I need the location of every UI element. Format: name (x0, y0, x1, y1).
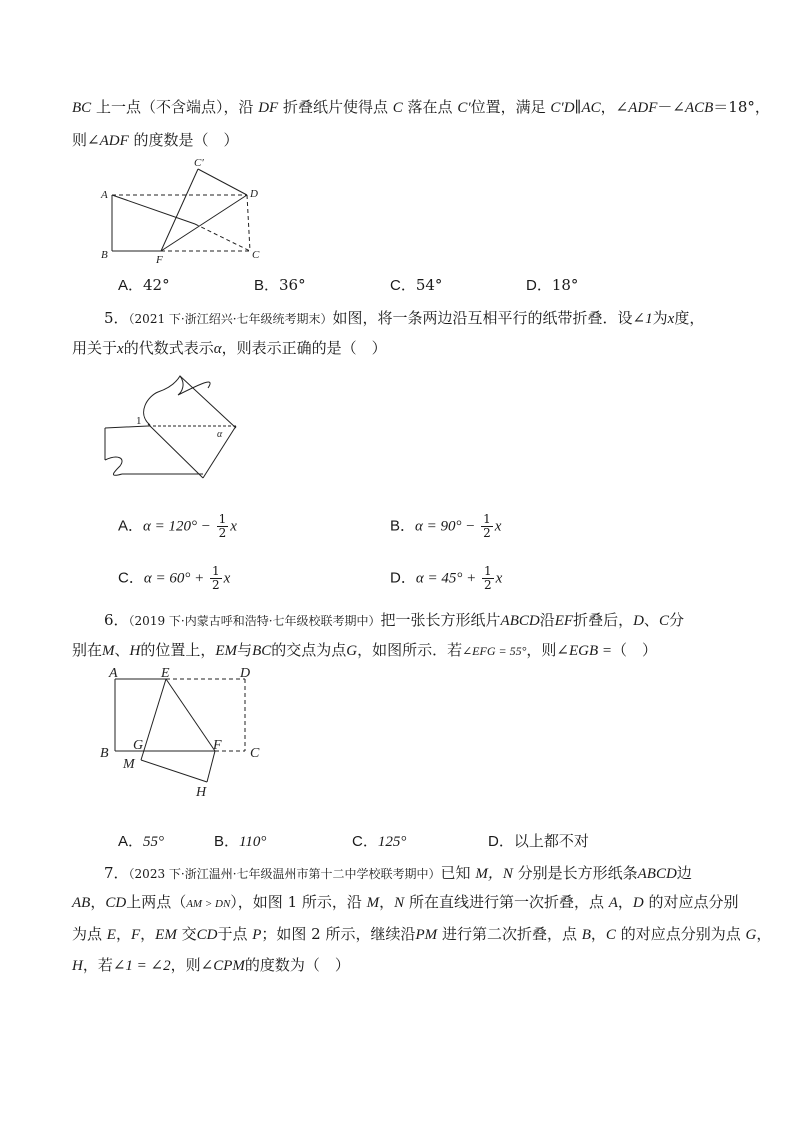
q4-line-2: 则∠ADF 的度数是（ ） (72, 131, 239, 149)
q5-line-2: 用关于x的代数式表示α，则表示正确的是（ ） (72, 339, 387, 357)
q4-option-a[interactable]: A．42° (118, 276, 170, 294)
q4-label-cprime: C′ (194, 157, 204, 169)
question-number: 7． (104, 864, 129, 882)
fraction: $\frac{1}{2}$ (218, 512, 227, 540)
q6-option-b[interactable]: B．110° (214, 833, 267, 850)
q5-strip-upper-right (180, 376, 236, 428)
q7-line-2: AB，CD上两点（AM > DN），如图 1 所示，沿 M，N 所在直线进行第一次折叠，点 A，D 的对应点分别 (72, 893, 739, 911)
q7-line-4: H，若∠1 = ∠2，则∠CPM的度数为（ ） (72, 956, 350, 974)
q5-top-edge (105, 426, 148, 428)
q6-label-e: E (161, 666, 170, 681)
q6-label-d: D (240, 666, 251, 681)
q6-line-1: 6．（2019 下·内蒙古呼和浩特·七年级校联考期中）把一张长方形纸片ABCD沿EF折叠后，D、C分 (104, 611, 684, 629)
q5-strip-inner-edge (148, 424, 203, 478)
q4-seg-cpd (198, 169, 247, 195)
q6-label-m: M (123, 757, 135, 772)
q4-figure (90, 155, 280, 265)
q5-option-a[interactable]: A．α = 120° − $\frac{1}{2}$ x (118, 512, 237, 540)
q6-seg-mh (141, 760, 207, 782)
q4-label-c: C (252, 249, 260, 261)
q5-option-c[interactable]: C．α = 60° + $\frac{1}{2}$ x (118, 564, 231, 592)
q4-seg-ac-dashed (195, 224, 250, 251)
q6-seg-ef (166, 679, 215, 751)
q6-label-c: C (250, 746, 260, 761)
q7-line-3: 为点 E，F，EM 交CD于点 P；如图 2 所示，继续沿PM 进行第二次折叠，点 B，C 的对应点分别为点 G， (72, 925, 772, 943)
question-source: （2023 下·浙江温州·七年级温州市第十二中学校联考期中） (128, 867, 441, 881)
q6-option-c[interactable]: C．125° (352, 833, 407, 850)
q4-option-c[interactable]: C．54° (390, 276, 443, 294)
question-source: （2021 下·浙江绍兴·七年级统考期末） (128, 312, 333, 326)
q6-figure (95, 665, 275, 805)
q5-option-b[interactable]: B．α = 90° − $\frac{1}{2}$ x (390, 512, 502, 540)
q7-line-1: 7．（2023 下·浙江温州·七年级温州市第十二中学校联考期中）已知 M，N 分别是长方形纸条ABCD边 (104, 864, 692, 882)
q5-strip-lower-wavy (105, 457, 122, 475)
q4-option-d[interactable]: D．18° (526, 276, 579, 294)
question-number: 5． (104, 309, 129, 327)
question-number: 6． (104, 611, 129, 629)
q4-option-b[interactable]: B．36° (254, 276, 306, 294)
q4-label-b: B (101, 249, 108, 261)
q6-option-d[interactable]: D．以上都不对 (488, 832, 589, 850)
q5-label-1: 1 (136, 415, 142, 427)
q5-label-alpha: α (217, 429, 223, 440)
question-source: （2019 下·内蒙古呼和浩特·七年级校联考期中） (128, 614, 381, 628)
q4-seg-dc-dashed (247, 195, 250, 251)
q4-seg-ac (112, 195, 195, 224)
fraction: $\frac{1}{2}$ (211, 564, 220, 592)
q6-label-b: B (100, 746, 109, 761)
q6-label-g: G (133, 738, 144, 753)
fraction: $\frac{1}{2}$ (483, 564, 492, 592)
q5-strip-upper-wavy (144, 376, 210, 425)
q6-label-f: F (213, 738, 222, 753)
q6-option-a[interactable]: A．55° (118, 833, 165, 850)
q6-label-a: A (109, 666, 118, 681)
q4-label-a: A (101, 189, 108, 201)
q4-label-f: F (156, 254, 163, 266)
fraction: $\frac{1}{2}$ (483, 512, 491, 540)
q6-seg-hf (207, 751, 215, 782)
q5-line-1: 5．（2021 下·浙江绍兴·七年级统考期末）如图，将一条两边沿互相平行的纸带折叠．设∠1为x度， (104, 309, 705, 327)
q4-label-d: D (250, 188, 258, 200)
q4-line-1: BC 上一点（不含端点），沿 DF 折叠纸片使得点 C 落在点 C′位置，满足 C′D∥AC，∠ADF－∠ACB＝18°， (72, 98, 770, 116)
q6-label-h: H (196, 785, 207, 800)
q6-line-2: 别在M、H的位置上，EM与BC的交点为点G，如图所示．若∠EFG = 55°，则∠EGB =（ ） (72, 641, 658, 659)
q5-figure (100, 368, 250, 483)
q5-option-d[interactable]: D．α = 45° + $\frac{1}{2}$ x (390, 564, 503, 592)
q6-seg-em (141, 679, 166, 760)
